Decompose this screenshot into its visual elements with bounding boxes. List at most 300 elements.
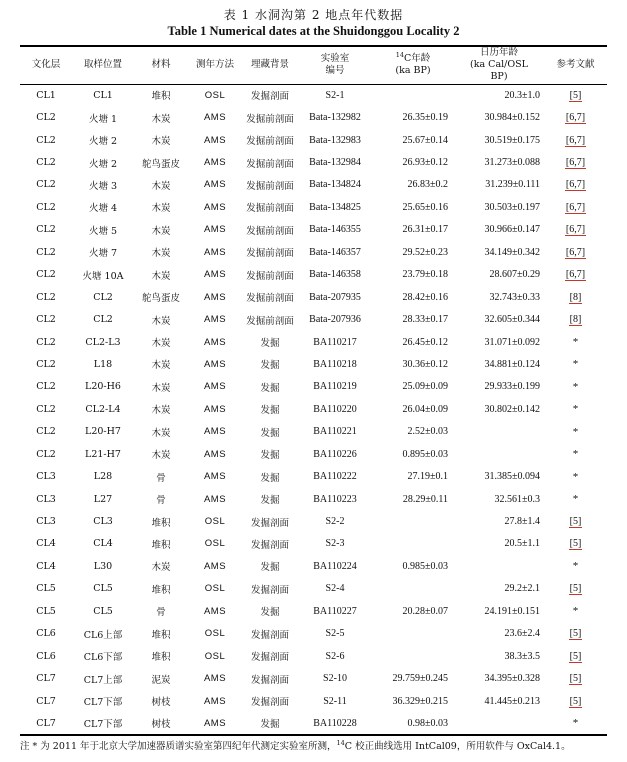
cell-method: AMS: [203, 673, 227, 685]
table-row: [20, 286, 607, 308]
cell-reference: [544, 690, 607, 712]
col-header-context: 埋藏背景: [250, 59, 289, 70]
cell-lab-id: BA110222: [313, 471, 357, 483]
cell-lab-id: Bata-132984: [309, 157, 361, 169]
col-header-c14-line2: (ka BP): [395, 65, 431, 76]
cell-c14-age: 25.09±0.09: [402, 381, 448, 393]
cell-context: 发掘前剖面: [246, 158, 294, 170]
reference-note-marker: *: [572, 425, 579, 438]
cell-cal-age: 32.605±0.344: [484, 314, 540, 326]
col-header-lab-line1: 实验室: [320, 53, 350, 64]
cell-material: 堆积: [151, 517, 171, 529]
reference-link[interactable]: [6,7]: [565, 246, 586, 258]
reference-link[interactable]: [8]: [569, 291, 582, 303]
cell-reference: [544, 331, 607, 353]
cell-cal-age: 32.561±0.3: [494, 493, 540, 505]
cell-lab-id: BA110217: [313, 336, 357, 348]
cell-lab-id: S2-4: [325, 583, 345, 595]
table-row: [20, 712, 607, 734]
cell-context: 发掘剖面: [250, 629, 289, 641]
cell-method: AMS: [203, 358, 227, 370]
table-row: [20, 151, 607, 173]
cell-lab-id: S2-6: [325, 650, 345, 662]
cell-method: AMS: [203, 448, 227, 460]
cell-c14-age: 29.52±0.23: [402, 246, 448, 258]
cell-method: AMS: [203, 717, 227, 729]
cell-context: 发掘: [260, 495, 280, 507]
cell-context: 发掘剖面: [250, 584, 289, 596]
cell-position: CL7下部: [83, 719, 123, 731]
cell-context: 发掘剖面: [250, 91, 289, 103]
cell-c14-age: 0.895±0.03: [402, 448, 448, 460]
cell-method: AMS: [203, 314, 227, 326]
cell-context: 发掘: [260, 338, 280, 350]
cell-position: CL2: [93, 291, 113, 303]
cell-method: AMS: [203, 560, 227, 572]
table-row: [20, 465, 607, 487]
cell-position: CL6下部: [83, 652, 123, 664]
dates-table: [20, 46, 607, 735]
cell-lab-id: BA110224: [313, 560, 357, 572]
cell-context: 发掘前剖面: [246, 270, 294, 282]
cell-layer: CL2: [36, 246, 56, 258]
table-row: [20, 219, 607, 241]
cell-context: 发掘: [260, 427, 280, 439]
cell-layer: CL3: [36, 471, 56, 483]
table-row: [20, 623, 607, 645]
cell-cal-age: 30.802±0.142: [484, 403, 540, 415]
cell-context: 发掘: [260, 360, 280, 372]
cell-layer: CL3: [36, 493, 56, 505]
cell-position: CL2-L3: [85, 336, 121, 348]
cell-reference: [544, 623, 607, 645]
table-body: [20, 84, 607, 735]
cell-cal-age: 20.3±1.0: [504, 89, 540, 101]
col-header-ref: 参考文献: [556, 59, 595, 70]
footnote-part2: C 校正曲线选用 IntCal09，所用软件与 OxCal4.1。: [344, 741, 571, 752]
cell-context: 发掘前剖面: [246, 136, 294, 148]
cell-reference: [544, 645, 607, 667]
cell-cal-age: 30.503±0.197: [484, 201, 540, 213]
cell-c14-age: 28.33±0.17: [402, 314, 448, 326]
cell-layer: CL7: [36, 673, 56, 685]
cell-lab-id: Bata-207935: [309, 291, 361, 303]
reference-link[interactable]: [5]: [569, 650, 582, 662]
reference-link[interactable]: [5]: [569, 673, 582, 685]
cell-position: CL7上部: [83, 674, 123, 686]
table-row: [20, 174, 607, 196]
reference-note-marker: *: [572, 493, 579, 506]
col-header-cal-line1: 日历年龄: [479, 47, 518, 58]
cell-layer: CL2: [36, 112, 56, 124]
cell-material: 木炭: [151, 427, 171, 439]
cell-material: 木炭: [151, 136, 171, 148]
cell-position: L28: [93, 471, 113, 483]
cell-context: 发掘: [260, 719, 280, 731]
cell-reference: [544, 151, 607, 173]
table-row: [20, 667, 607, 689]
table-row: [20, 398, 607, 420]
reference-link[interactable]: [5]: [569, 538, 582, 550]
cell-layer: CL4: [36, 538, 56, 550]
cell-material: 骨: [156, 495, 166, 507]
table-row: [20, 84, 607, 106]
cell-lab-id: Bata-207936: [309, 314, 361, 326]
table-row: [20, 645, 607, 667]
cell-context: 发掘前剖面: [246, 113, 294, 125]
cell-material: 堆积: [151, 584, 171, 596]
cell-layer: CL4: [36, 560, 56, 572]
cell-reference: [544, 106, 607, 128]
cell-cal-age: 30.519±0.175: [484, 134, 540, 146]
cell-position: CL1: [93, 89, 113, 101]
cell-position: 火塘 2: [88, 136, 118, 148]
cell-cal-age: 34.395±0.328: [484, 673, 540, 685]
cell-c14-age: 25.67±0.14: [402, 134, 448, 146]
cell-lab-id: BA110228: [313, 717, 357, 729]
cell-position: 火塘 1: [88, 113, 118, 125]
cell-lab-id: S2-11: [323, 695, 347, 707]
col-header-cal-line3: BP): [490, 71, 508, 82]
table-row: [20, 106, 607, 128]
cell-cal-age: 31.071±0.092: [484, 336, 540, 348]
cell-context: 发掘: [260, 607, 280, 619]
cell-material: 木炭: [151, 113, 171, 125]
cell-position: CL5: [93, 583, 113, 595]
cell-c14-age: 0.985±0.03: [402, 560, 448, 572]
reference-note-marker: *: [572, 448, 579, 461]
reference-link[interactable]: [6,7]: [565, 179, 586, 191]
cell-context: 发掘: [260, 562, 280, 574]
cell-reference: [544, 353, 607, 375]
cell-cal-age: [454, 421, 544, 443]
cell-cal-age: 32.743±0.33: [489, 291, 540, 303]
table-row: [20, 600, 607, 622]
cell-layer: CL2: [36, 269, 56, 281]
table-row: [20, 690, 607, 712]
reference-link[interactable]: [6,7]: [565, 201, 586, 213]
cell-lab-id: S2-5: [325, 628, 345, 640]
cell-position: 火塘 10A: [82, 270, 124, 282]
cell-cal-age: 29.2±2.1: [504, 583, 540, 595]
table-row: [20, 443, 607, 465]
cell-position: L18: [93, 358, 113, 370]
cell-c14-age: 0.98±0.03: [407, 717, 448, 729]
cell-layer: CL2: [36, 201, 56, 213]
cell-c14-age: 2.52±0.03: [407, 426, 448, 438]
cell-cal-age: [454, 443, 544, 465]
cell-layer: CL2: [36, 134, 56, 146]
cell-cal-age: [454, 555, 544, 577]
reference-link[interactable]: [6,7]: [565, 134, 586, 146]
cell-c14-age: 30.36±0.12: [402, 358, 448, 370]
cell-cal-age: 41.445±0.213: [484, 695, 540, 707]
cell-context: 发掘剖面: [250, 539, 289, 551]
cell-material: 木炭: [151, 562, 171, 574]
cell-position: 火塘 7: [88, 248, 118, 260]
cell-cal-age: [454, 712, 544, 734]
cell-layer: CL7: [36, 695, 56, 707]
table-row: [20, 241, 607, 263]
cell-method: AMS: [203, 291, 227, 303]
cell-c14-age: 27.19±0.1: [407, 471, 448, 483]
cell-material: 鸵鸟蛋皮: [141, 293, 180, 305]
footnote-sup: 14: [336, 738, 345, 747]
reference-note-marker: *: [572, 717, 579, 730]
cell-layer: CL2: [36, 224, 56, 236]
cell-context: 发掘前剖面: [246, 315, 294, 327]
cell-material: 木炭: [151, 270, 171, 282]
cell-reference: [544, 600, 607, 622]
cell-reference: [544, 510, 607, 532]
col-header-c14: [372, 46, 454, 84]
cell-cal-age: 34.881±0.124: [484, 358, 540, 370]
cell-layer: CL2: [36, 358, 56, 370]
cell-method: AMS: [203, 224, 227, 236]
cell-lab-id: BA110219: [313, 381, 357, 393]
cell-reference: [544, 488, 607, 510]
cell-reference: [544, 286, 607, 308]
cell-lab-id: Bata-132982: [309, 112, 361, 124]
cell-position: 火塘 3: [88, 180, 118, 192]
cell-layer: CL2: [36, 448, 56, 460]
cell-context: 发掘剖面: [250, 517, 289, 529]
reference-note-marker: *: [572, 403, 579, 416]
table-row: [20, 129, 607, 151]
table-row: [20, 421, 607, 443]
cell-layer: CL5: [36, 583, 56, 595]
cell-reference: [544, 578, 607, 600]
cell-layer: CL2: [36, 381, 56, 393]
cell-material: 木炭: [151, 450, 171, 462]
cell-layer: CL2: [36, 426, 56, 438]
cell-position: 火塘 5: [88, 225, 118, 237]
cell-lab-id: Bata-132983: [309, 134, 361, 146]
table-row: [20, 264, 607, 286]
cell-c14-age: 20.28±0.07: [402, 605, 448, 617]
cell-position: 火塘 4: [88, 203, 118, 215]
col-header-cal: [454, 46, 544, 84]
table-row: [20, 308, 607, 330]
table-caption-cn: 表 1 水洞沟第 2 地点年代数据: [223, 8, 404, 22]
cell-cal-age: 20.5±1.1: [504, 538, 540, 550]
cell-lab-id: S2-3: [325, 538, 345, 550]
cell-position: L21-H7: [85, 448, 121, 460]
table-row: [20, 196, 607, 218]
cell-material: 木炭: [151, 248, 171, 260]
cell-method: OSL: [204, 89, 226, 101]
cell-context: 发掘前剖面: [246, 248, 294, 260]
cell-c14-age: 26.45±0.12: [402, 336, 448, 348]
cell-c14-age: 26.35±0.19: [402, 112, 448, 124]
cell-method: AMS: [203, 246, 227, 258]
cell-method: AMS: [203, 471, 227, 483]
cell-method: AMS: [203, 112, 227, 124]
cell-lab-id: Bata-146357: [309, 246, 361, 258]
cell-position: L20-H7: [85, 426, 121, 438]
cell-position: CL6上部: [83, 629, 123, 641]
cell-material: 泥炭: [151, 674, 171, 686]
cell-position: CL4: [93, 538, 113, 550]
cell-context: 发掘: [260, 405, 280, 417]
cell-method: AMS: [203, 381, 227, 393]
cell-layer: CL2: [36, 291, 56, 303]
cell-reference: [544, 398, 607, 420]
cell-material: 堆积: [151, 629, 171, 641]
table-row: [20, 555, 607, 577]
cell-lab-id: Bata-134824: [309, 179, 361, 191]
reference-link[interactable]: [6,7]: [565, 269, 586, 281]
cell-lab-id: BA110221: [313, 426, 357, 438]
table-row: [20, 533, 607, 555]
cell-layer: CL3: [36, 516, 56, 528]
reference-link[interactable]: [6,7]: [565, 112, 586, 124]
cell-reference: [544, 241, 607, 263]
cell-c14-age: 26.31±0.17: [402, 224, 448, 236]
cell-reference: [544, 308, 607, 330]
cell-lab-id: BA110226: [313, 448, 357, 460]
cell-c14-age: 28.29±0.11: [402, 493, 448, 505]
col-header-position: 取样位置: [83, 59, 122, 70]
cell-reference: [544, 174, 607, 196]
col-header-method: 测年方法: [195, 59, 234, 70]
cell-method: OSL: [204, 650, 226, 662]
cell-context: 发掘前剖面: [246, 203, 294, 215]
cell-context: 发掘前剖面: [246, 293, 294, 305]
cell-reference: [544, 84, 607, 106]
cell-c14-age: 26.04±0.09: [402, 403, 448, 415]
cell-layer: CL1: [36, 89, 56, 101]
cell-cal-age: 31.385±0.094: [484, 471, 540, 483]
cell-cal-age: 34.149±0.342: [484, 246, 540, 258]
cell-reference: [544, 196, 607, 218]
reference-link[interactable]: [5]: [569, 628, 582, 640]
table-row: [20, 510, 607, 532]
reference-link[interactable]: [8]: [569, 314, 582, 326]
cell-method: AMS: [203, 605, 227, 617]
col-header-lab: [298, 46, 372, 84]
cell-cal-age: 30.966±0.147: [484, 224, 540, 236]
cell-method: AMS: [203, 269, 227, 281]
cell-position: CL3: [93, 516, 113, 528]
cell-context: 发掘: [260, 382, 280, 394]
cell-cal-age: 31.273±0.088: [484, 157, 540, 169]
cell-material: 木炭: [151, 180, 171, 192]
cell-reference: [544, 712, 607, 734]
cell-c14-age: [372, 645, 454, 667]
cell-method: OSL: [204, 538, 226, 550]
cell-lab-id: Bata-146355: [309, 224, 361, 236]
table-row: [20, 353, 607, 375]
cell-lab-id: BA110227: [313, 605, 357, 617]
col-header-lab-line2: 编号: [325, 65, 345, 76]
cell-position: 火塘 2: [88, 158, 118, 170]
table-row: [20, 376, 607, 398]
reference-link[interactable]: [5]: [569, 695, 582, 707]
cell-context: 发掘剖面: [250, 674, 289, 686]
cell-layer: CL2: [36, 179, 56, 191]
cell-lab-id: Bata-134825: [309, 201, 361, 213]
col-header-cal-line2: (ka Cal/OSL: [470, 59, 528, 70]
table-row: [20, 488, 607, 510]
cell-cal-age: 30.984±0.152: [484, 112, 540, 124]
cell-cal-age: 24.191±0.151: [484, 605, 540, 617]
cell-material: 木炭: [151, 203, 171, 215]
cell-layer: CL5: [36, 605, 56, 617]
cell-position: CL5: [93, 605, 113, 617]
cell-lab-id: BA110220: [313, 403, 357, 415]
col-header-c14-line1: C年龄: [404, 53, 431, 64]
cell-method: AMS: [203, 493, 227, 505]
cell-c14-age: 36.329±0.215: [392, 695, 448, 707]
reference-link[interactable]: [5]: [569, 516, 582, 528]
cell-c14-age: [372, 510, 454, 532]
cell-lab-id: BA110223: [313, 493, 357, 505]
cell-material: 树枝: [151, 697, 171, 709]
reference-link[interactable]: [5]: [569, 89, 582, 101]
cell-material: 堆积: [151, 539, 171, 551]
cell-cal-age: 28.607±0.29: [489, 269, 540, 281]
reference-note-marker: *: [572, 358, 579, 371]
cell-c14-age: [372, 623, 454, 645]
cell-c14-age: 23.79±0.18: [402, 269, 448, 281]
cell-lab-id: Bata-146358: [309, 269, 361, 281]
cell-position: L30: [93, 560, 113, 572]
reference-link[interactable]: [6,7]: [565, 157, 586, 169]
col-header-layer: 文化层: [31, 59, 61, 70]
col-header-material: 材料: [151, 59, 171, 70]
cell-reference: [544, 421, 607, 443]
cell-material: 木炭: [151, 225, 171, 237]
cell-material: 木炭: [151, 360, 171, 372]
cell-reference: [544, 555, 607, 577]
reference-note-marker: *: [572, 336, 579, 349]
cell-material: 木炭: [151, 405, 171, 417]
cell-context: 发掘剖面: [250, 652, 289, 664]
cell-reference: [544, 264, 607, 286]
cell-context: 发掘前剖面: [246, 225, 294, 237]
cell-layer: CL2: [36, 314, 56, 326]
reference-note-marker: *: [572, 470, 579, 483]
cell-layer: CL6: [36, 650, 56, 662]
cell-method: OSL: [204, 516, 226, 528]
cell-layer: CL6: [36, 628, 56, 640]
cell-material: 树枝: [151, 719, 171, 731]
cell-method: OSL: [204, 583, 226, 595]
cell-method: AMS: [203, 403, 227, 415]
reference-link[interactable]: [5]: [569, 583, 582, 595]
cell-reference: [544, 443, 607, 465]
cell-c14-age: 26.93±0.12: [402, 157, 448, 169]
cell-material: 骨: [156, 472, 166, 484]
cell-context: 发掘前剖面: [246, 180, 294, 192]
cell-position: L27: [93, 493, 113, 505]
cell-material: 骨: [156, 607, 166, 619]
cell-material: 木炭: [151, 338, 171, 350]
cell-material: 木炭: [151, 382, 171, 394]
cell-method: AMS: [203, 695, 227, 707]
cell-c14-age: 26.83±0.2: [407, 179, 448, 191]
cell-material: 堆积: [151, 91, 171, 103]
cell-method: AMS: [203, 179, 227, 191]
table-caption-en: Table 1 Numerical dates at the Shuidonggou Locality 2: [167, 24, 460, 38]
reference-link[interactable]: [6,7]: [565, 224, 586, 236]
cell-material: 鸵鸟蛋皮: [141, 158, 180, 170]
reference-note-marker: *: [572, 605, 579, 618]
cell-material: 堆积: [151, 652, 171, 664]
cell-position: CL2: [93, 314, 113, 326]
cell-cal-age: 38.3±3.5: [504, 650, 540, 662]
